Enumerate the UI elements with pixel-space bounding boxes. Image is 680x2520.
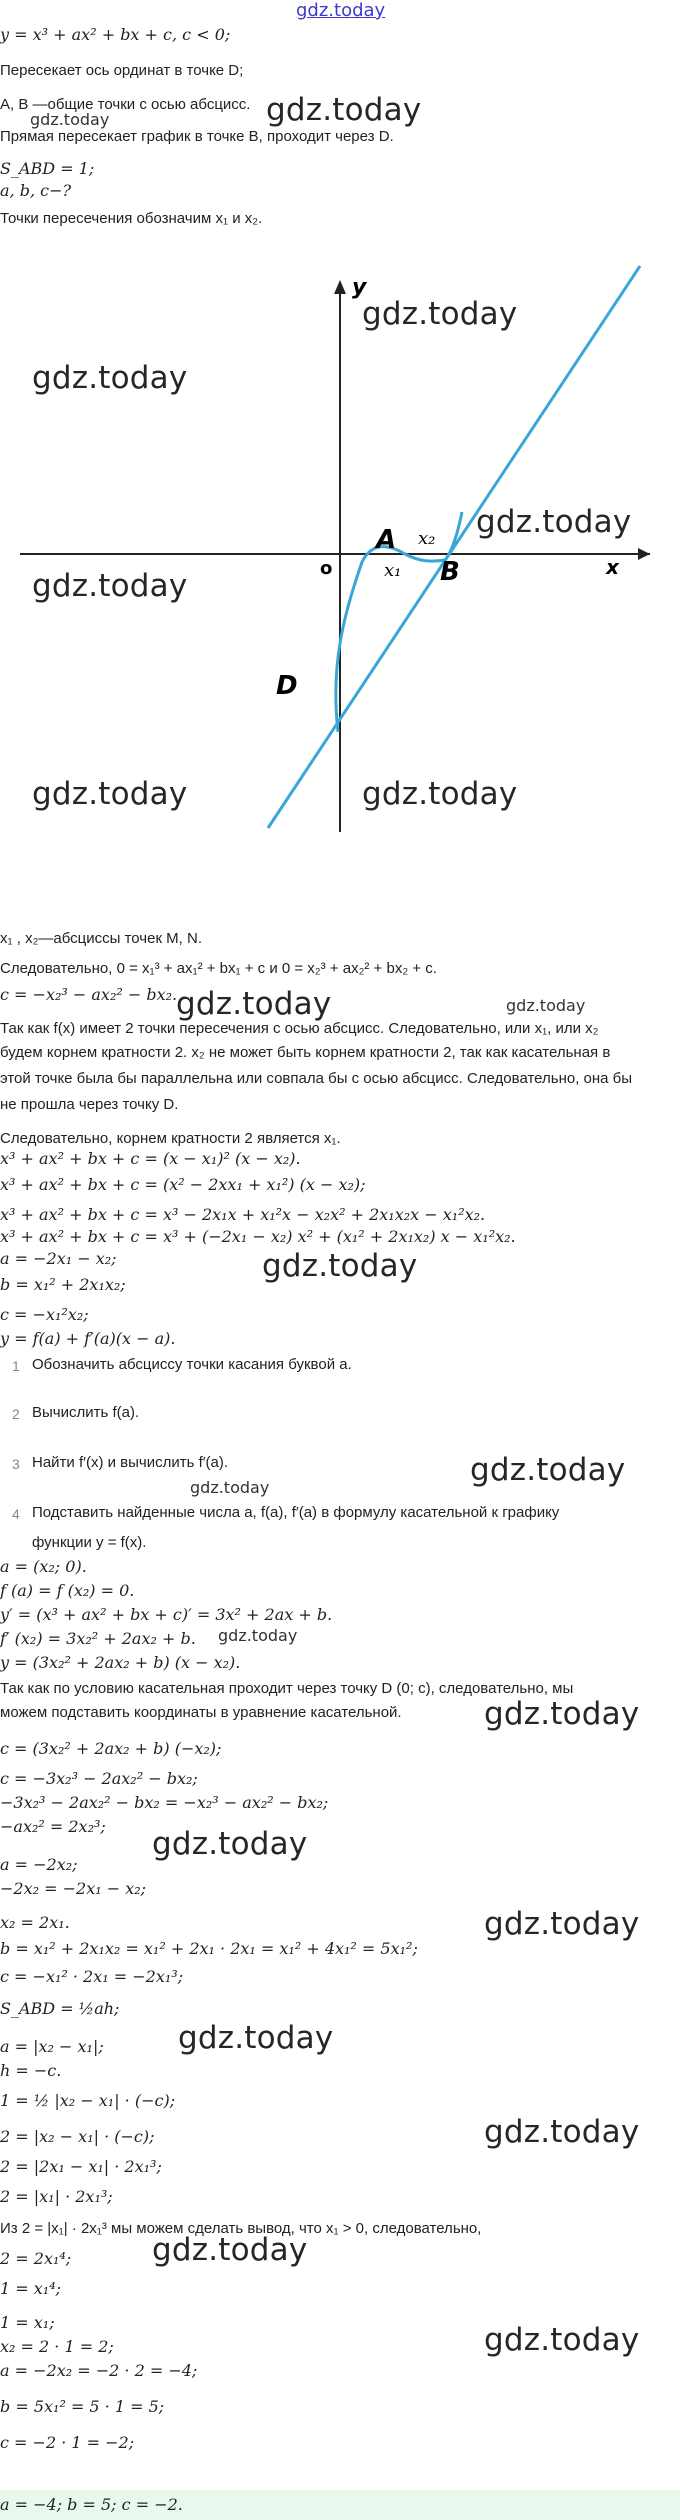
given-line-2: Пересекает ось ординат в точке D; [0,62,244,79]
solution-line: b = x₁² + 2x₁x₂; [0,1275,126,1294]
solution-line: f (a) = f (x₂) = 0. [0,1581,135,1600]
solution-line: c = (3x₂² + 2ax₂ + b) (−x₂); [0,1739,222,1758]
watermark: gdz.today [178,2020,334,2056]
solution-line: Так как по условию касательная проходит через точку D (0; c), следовательно, мы [0,1680,574,1697]
solution-line: c = −2 · 1 = −2; [0,2433,135,2452]
x1-label: x₁ [384,560,402,581]
watermark: gdz.today [484,2114,640,2150]
solution-line: x₂ = 2 · 1 = 2; [0,2337,114,2356]
step-number: 4 [12,1506,20,1522]
solution-line: −2x₂ = −2x₁ − x₂; [0,1879,147,1898]
watermark: gdz.today [32,568,188,604]
top-watermark[interactable]: gdz.today [296,0,386,21]
point-d-label: D [276,671,298,701]
given-line-4: Прямая пересекает график в точке B, проходит через D. [0,128,394,145]
watermark-small: gdz.today [218,1626,298,1645]
watermark: gdz.today [32,776,188,812]
step-text: функции y = f(x). [32,1534,147,1551]
watermark-small: gdz.today [30,110,110,129]
x-axis-arrow [638,548,650,560]
solution-line: 2 = |2x₁ − x₁| · 2x₁³; [0,2157,162,2176]
solution-line: a = −2x₂ = −2 · 2 = −4; [0,2361,198,2380]
watermark: gdz.today [484,1696,640,1732]
solution-line: Следовательно, корнем кратности 2 является x₁. [0,1130,341,1147]
tangent-line [268,266,640,828]
watermark: gdz.today [152,1826,308,1862]
solution-line: этой точке была бы параллельна или совпала бы с осью абсцисс. Следовательно, она бы [0,1070,633,1087]
watermark: gdz.today [176,986,332,1022]
final-answer: a = −4; b = 5; c = −2. [0,2495,183,2514]
solution-line: a = −2x₁ − x₂; [0,1249,117,1268]
solution-line: 2 = |x₂ − x₁| · (−c); [0,2127,155,2146]
step-text: Обозначить абсциссу точки касания буквой a. [32,1356,352,1373]
watermark: gdz.today [152,2232,308,2268]
function-graph [0,262,680,842]
given-line-3: A, B —общие точки с осью абсцисс. [0,96,251,113]
step-number: 1 [12,1358,20,1374]
watermark: gdz.today [362,776,518,812]
solution-line: y′ = (x³ + ax² + bx + c)′ = 3x² + 2ax + b. [0,1605,333,1624]
solution-line: Из 2 = |x₁| · 2x₁³ мы можем сделать вывод, что x₁ > 0, следовательно, [0,2220,482,2237]
watermark-small: gdz.today [190,1478,270,1497]
solution-line: c = −x₁² · 2x₁ = −2x₁³; [0,1967,184,1986]
watermark: gdz.today [470,1452,626,1488]
given-line-7: Точки пересечения обозначим x₁ и x₂. [0,210,263,227]
solution-line: −3x₂³ − 2ax₂² − bx₂ = −x₂³ − ax₂² − bx₂; [0,1793,329,1812]
solution-line: 1 = ½ |x₂ − x₁| · (−c); [0,2091,176,2110]
x2-label: x₂ [418,528,436,549]
solution-line: y = (3x₂² + 2ax₂ + b) (x − x₂). [0,1653,241,1672]
point-b-label: B [440,557,460,587]
solution-line: x₁ , x₂—абсциссы точек M, N. [0,930,203,947]
solution-line: x³ + ax² + bx + c = x³ − 2x₁x + x₁²x − x₂x² + 2x₁x₂x − x₁²x₂. [0,1205,486,1224]
solution-line: c = −x₁²x₂; [0,1305,89,1324]
solution-line: x³ + ax² + bx + c = (x² − 2xx₁ + x₁²) (x − x₂); [0,1175,366,1194]
solution-line: Так как f(x) имеет 2 точки пересечения с осью абсцисс. Следовательно, или x₁, или x₂ [0,1020,599,1037]
solution-line: 1 = x₁⁴; [0,2279,61,2298]
solution-line: a = (x₂; 0). [0,1557,87,1576]
solution-line: a = |x₂ − x₁|; [0,2037,104,2056]
watermark: gdz.today [362,296,518,332]
solution-line: 2 = 2x₁⁴; [0,2249,72,2268]
solution-line: c = −3x₂³ − 2ax₂² − bx₂; [0,1769,198,1788]
y-axis-arrow [334,280,346,294]
given-line-6: a, b, c−? [0,181,72,200]
solution-line: −ax₂² = 2x₂³; [0,1817,106,1836]
watermark: gdz.today [484,2322,640,2358]
given-line-5: S_ABD = 1; [0,159,95,178]
solution-line: x₂ = 2x₁. [0,1913,70,1932]
watermark-small: gdz.today [506,996,586,1015]
solution-line: 2 = |x₁| · 2x₁³; [0,2187,113,2206]
given-line-1: y = x³ + ax² + bx + c, c < 0; [0,25,231,44]
watermark: gdz.today [266,92,422,128]
origin-label: o [320,558,333,579]
solution-line: b = 5x₁² = 5 · 1 = 5; [0,2397,165,2416]
step-text: Найти f′(x) и вычислить f′(a). [32,1454,229,1471]
y-label: y [352,275,367,300]
point-a-label: A [376,525,397,555]
solution-line: x³ + ax² + bx + c = x³ + (−2x₁ − x₂) x² + (x₁² + 2x₁x₂) x − x₁²x₂. [0,1227,516,1246]
step-text: Вычислить f(a). [32,1404,140,1421]
solution-line: Следовательно, 0 = x₁³ + ax₁² + bx₁ + c и 0 = x₂³ + ax₂² + bx₂ + c. [0,960,437,977]
watermark: gdz.today [32,360,188,396]
x-label: x [606,555,619,579]
solution-line: a = −2x₂; [0,1855,78,1874]
solution-line: не прошла через точку D. [0,1096,179,1113]
solution-line: y = f(a) + f′(a)(x − a). [0,1329,176,1348]
step-number: 3 [12,1456,20,1472]
step-number: 2 [12,1406,20,1422]
step-text: Подставить найденные числа a, f(a), f′(a) в формулу касательной к графику [32,1504,560,1521]
solution-line: b = x₁² + 2x₁x₂ = x₁² + 2x₁ · 2x₁ = x₁² + 4x₁² = 5x₁²; [0,1939,418,1958]
watermark: gdz.today [484,1906,640,1942]
solution-line: можем подставить координаты в уравнение касательной. [0,1704,402,1721]
solution-line: f′ (x₂) = 3x₂² + 2ax₂ + b. [0,1629,196,1648]
watermark: gdz.today [476,504,632,540]
solution-line: x³ + ax² + bx + c = (x − x₁)² (x − x₂). [0,1149,301,1168]
solution-line: 1 = x₁; [0,2313,55,2332]
solution-line: S_ABD = ½ah; [0,1999,120,2018]
watermark: gdz.today [262,1248,418,1284]
solution-line: h = −c. [0,2061,62,2080]
solution-line: c = −x₂³ − ax₂² − bx₂. [0,985,178,1004]
solution-line: будем корнем кратности 2. x₂ не может быть корнем кратности 2, так как касательная в [0,1044,611,1061]
